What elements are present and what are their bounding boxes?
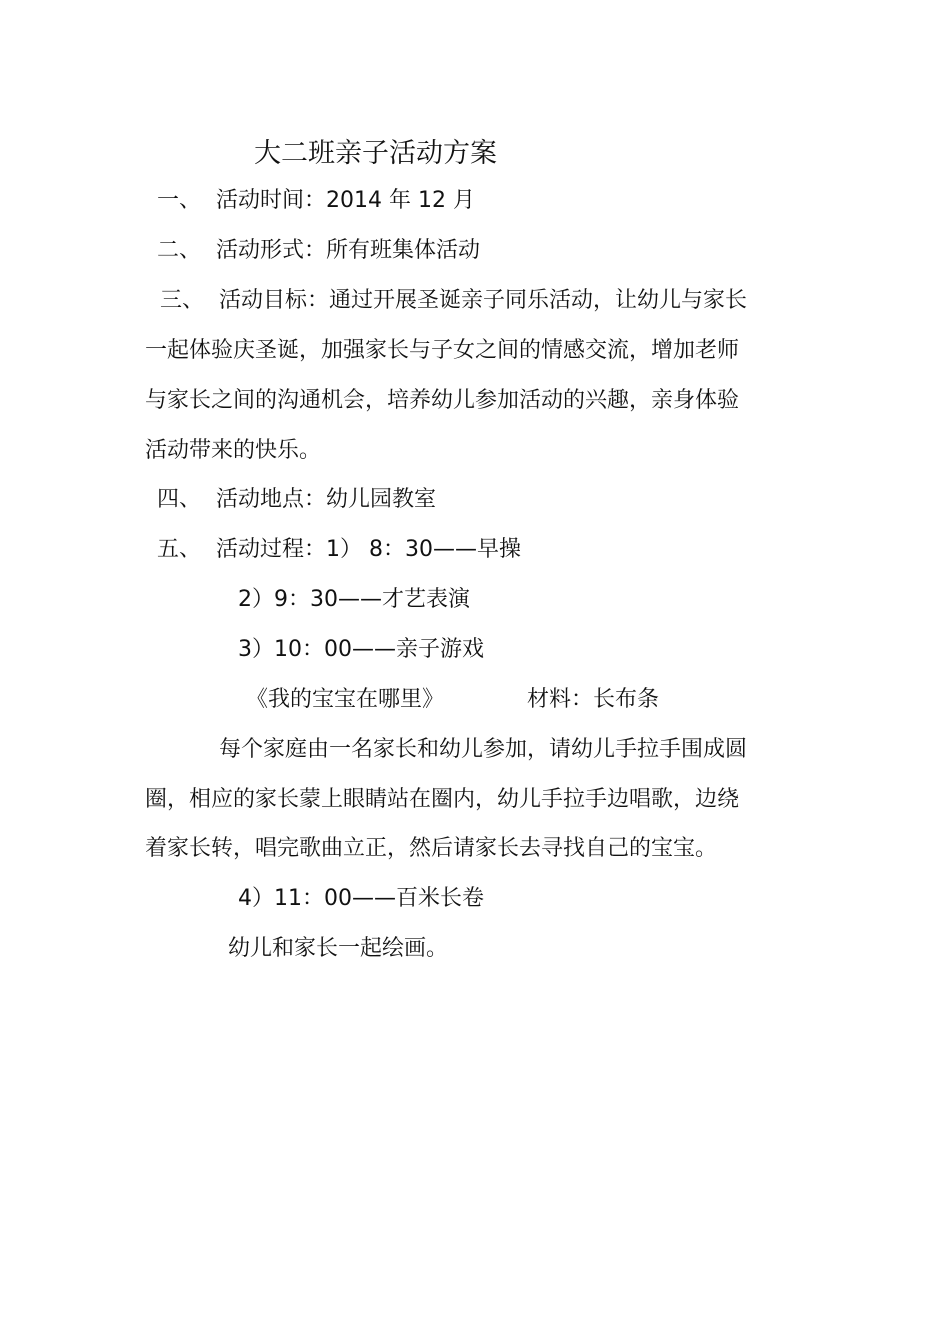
- section-1-text: 活动时间：2014 年 12 月: [216, 188, 475, 213]
- section-3-number: 三、: [160, 288, 205, 313]
- game-desc-line-3: 着家长转，唱完歌曲立正，然后请家长去寻找自己的宝宝。: [145, 836, 718, 861]
- game-desc-line-2: 圈，相应的家长蒙上眼睛站在圈内，幼儿手拉手边唱歌，边绕: [145, 787, 740, 812]
- section-5-number: 五、: [157, 537, 202, 562]
- step-4: 4）11：00——百米长卷: [238, 886, 484, 911]
- section-3-line-2: 一起体验庆圣诞，加强家长与子女之间的情感交流，增加老师: [145, 338, 740, 363]
- game-name: 《我的宝宝在哪里》: [246, 687, 445, 712]
- step-3: 3）10：00——亲子游戏: [238, 637, 484, 662]
- section-4-text: 活动地点：幼儿园教室: [216, 487, 437, 512]
- section-2-text: 活动形式：所有班集体活动: [216, 238, 481, 263]
- game-desc-line-1: 每个家庭由一名家长和幼儿参加，请幼儿手拉手围成圆: [219, 737, 748, 762]
- section-5-text: 活动过程：1） 8：30——早操: [216, 537, 521, 562]
- section-2-number: 二、: [157, 238, 202, 263]
- section-3-line-3: 与家长之间的沟通机会，培养幼儿参加活动的兴趣，亲身体验: [145, 388, 740, 413]
- section-3-line-4: 活动带来的快乐。: [145, 438, 322, 463]
- section-3-line-1: 活动目标：通过开展圣诞亲子同乐活动，让幼儿与家长: [219, 288, 748, 313]
- step-4-desc: 幼儿和家长一起绘画。: [228, 936, 449, 961]
- section-4-number: 四、: [157, 487, 202, 512]
- game-materials: 材料：长布条: [527, 687, 660, 712]
- step-2: 2）9：30——才艺表演: [238, 587, 470, 612]
- section-1-number: 一、: [157, 188, 202, 213]
- document-title: 大二班亲子活动方案: [254, 138, 497, 169]
